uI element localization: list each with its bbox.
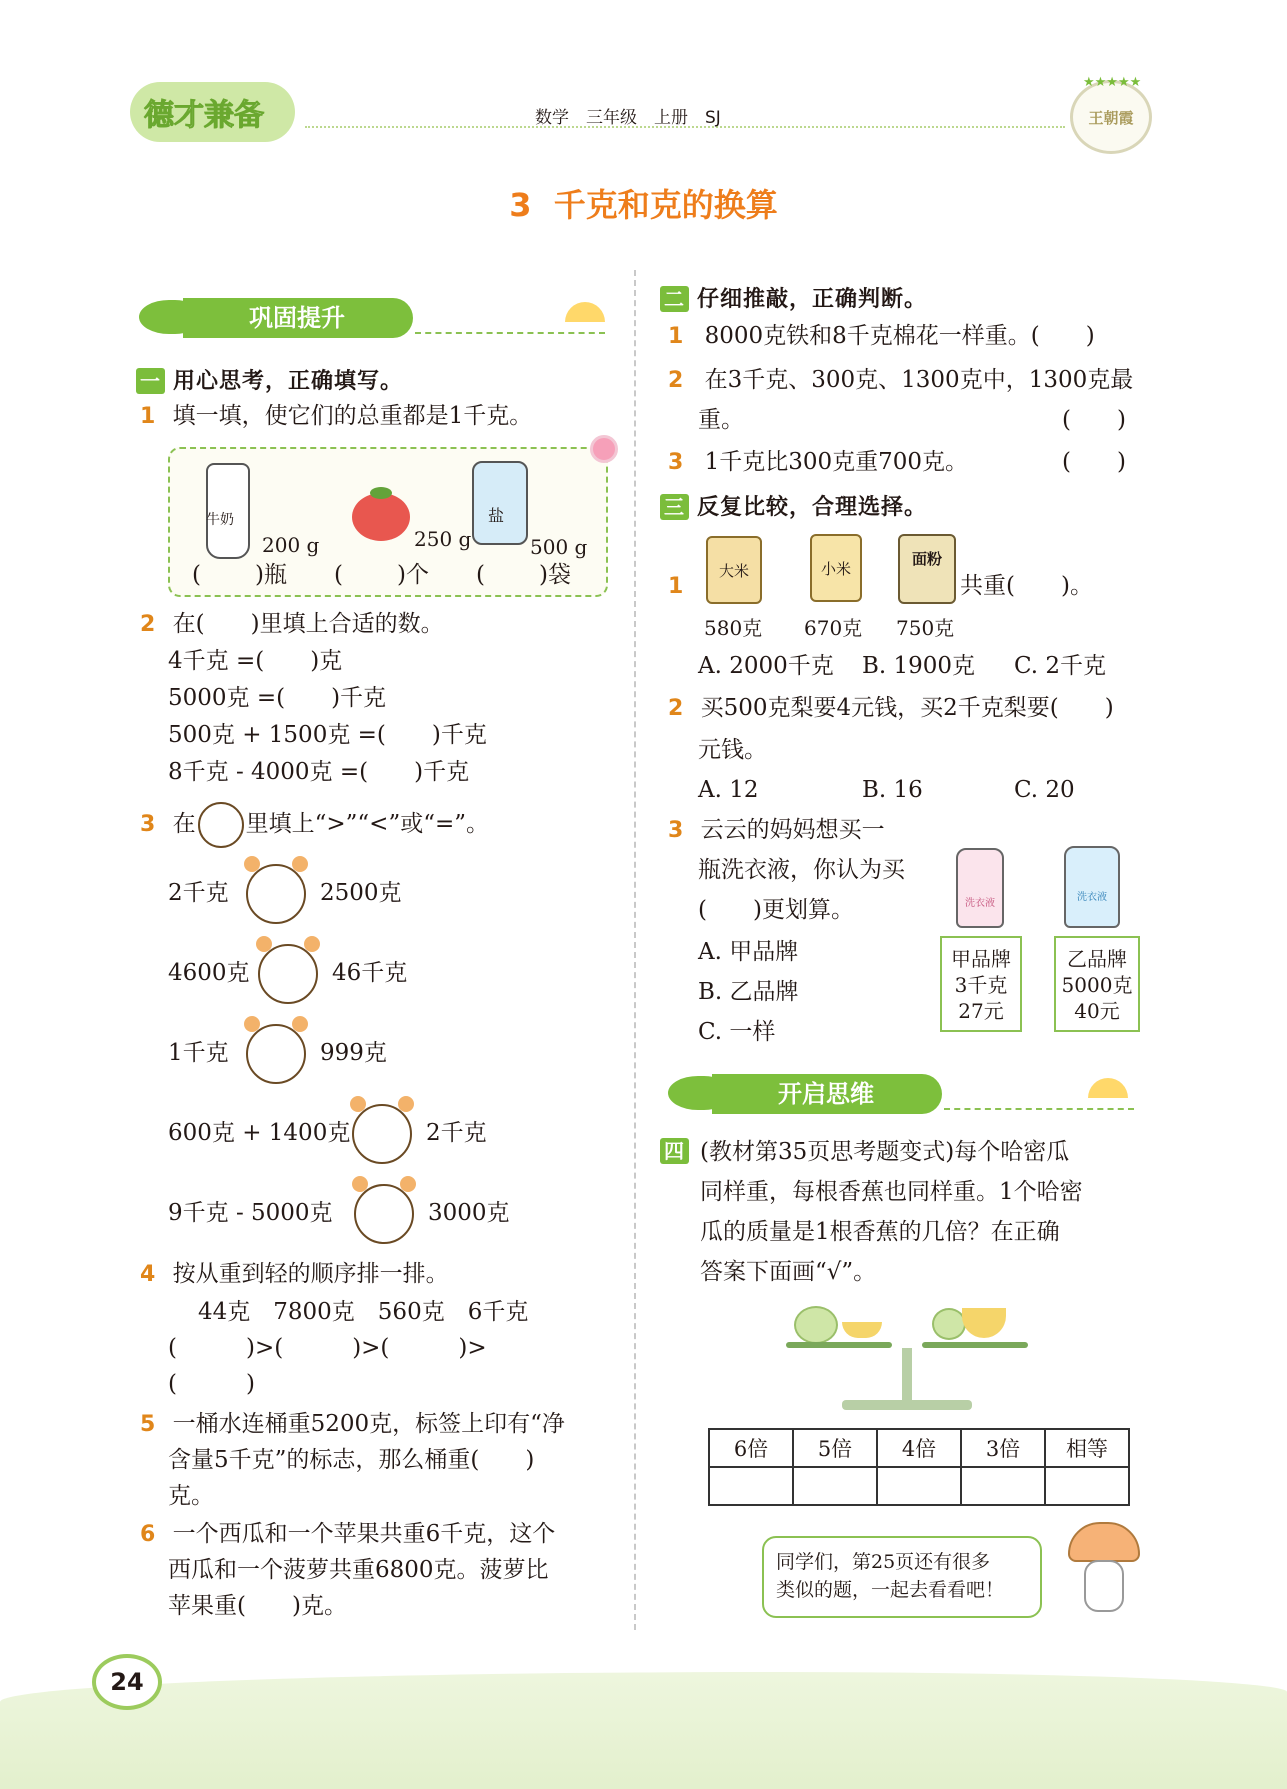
brand-b-price: 40元 (1074, 999, 1120, 1023)
millet-weight: 670克 (804, 616, 863, 640)
section4-line: 同样重，每根香蕉也同样重。1个哈密 (700, 1179, 1083, 1205)
tomato-answer[interactable] (334, 557, 429, 593)
judge-line: 重。 (698, 407, 744, 433)
salt-unit: )袋 (538, 562, 571, 588)
section3-tag: 三 (660, 494, 689, 520)
compare-right: 46千克 (332, 960, 408, 986)
header (130, 70, 1170, 150)
option[interactable]: A. 甲品牌 (698, 939, 799, 965)
q5-line: 一桶水连桶重5200克，标签上印有“净 (172, 1411, 565, 1437)
salt-answer-open: ( (476, 562, 485, 588)
millet-bag-icon (810, 534, 862, 602)
section2-heading (660, 282, 927, 313)
detergent-bottle-icon (956, 848, 1004, 928)
subject-line: 数学 三年级 上册 SJ (535, 108, 721, 128)
q2-line[interactable]: 5000克 =( )千克 (168, 685, 387, 711)
compare-right: 2500克 (320, 880, 402, 906)
detergent-a-label: 洗衣液 (965, 898, 995, 909)
logo-stars: ★★★★★ (1083, 75, 1142, 90)
section4-tag-wrap (660, 1138, 697, 1164)
brand-b-name: 乙品牌 (1067, 947, 1127, 971)
logo-text: 王朝霞 (1088, 109, 1134, 127)
small-circle-icon (198, 802, 244, 848)
brand-a-price: 27元 (958, 999, 1004, 1023)
choice-number: 3 (668, 818, 684, 843)
q4-text: 按从重到轻的顺序排一排。 (172, 1261, 449, 1287)
q6-number: 6 (140, 1522, 156, 1547)
q2-line[interactable]: 500克 + 1500克 =( )千克 (168, 722, 487, 748)
brand-a-card (940, 936, 1022, 1032)
banner-label: 巩固提升 (183, 298, 413, 338)
rice-bag-icon (706, 536, 762, 604)
judge-number: 1 (668, 324, 684, 349)
choice-number: 1 (668, 574, 684, 599)
rice-bag-label: 大米 (718, 562, 749, 580)
brand-a-name: 甲品牌 (951, 947, 1011, 971)
banner-label: 开启思维 (712, 1074, 942, 1114)
q1-text: 填一填，使它们的总重都是1千克。 (172, 403, 533, 429)
choice-number: 2 (668, 696, 684, 721)
compare-circle[interactable] (258, 944, 318, 1004)
hamster-ears-icon (244, 856, 308, 872)
flour-weight: 750克 (896, 616, 955, 640)
q3 (140, 802, 489, 848)
compare-left: 600克 + 1400克 (168, 1120, 351, 1146)
judge-item (668, 444, 968, 481)
footer-wave (0, 1672, 1287, 1789)
judge-number: 3 (668, 450, 684, 475)
q5-line[interactable]: 含量5千克”的标志，那么桶重( ) (168, 1447, 535, 1473)
tomato-answer-open: ( (334, 562, 343, 588)
judge-item (668, 362, 1133, 399)
flour-bag-label: 面粉 (911, 550, 942, 568)
milk-unit: )瓶 (254, 562, 287, 588)
choice3-line: 瓶洗衣液，你认为买 (698, 857, 905, 883)
compare-circle[interactable] (352, 1104, 412, 1164)
option[interactable]: C. 一样 (698, 1019, 776, 1045)
banner-consolidate (135, 292, 613, 342)
detergent-b-label: 洗衣液 (1077, 892, 1107, 903)
answer-cell[interactable] (877, 1467, 961, 1505)
section4-line: 答案下面画“√”。 (700, 1259, 877, 1285)
q5 (140, 1406, 565, 1443)
bubble-line: 同学们，第25页还有很多 (776, 1551, 991, 1573)
salt-weight: 500 g (530, 535, 588, 559)
q4 (140, 1256, 449, 1293)
option[interactable]: A. 12 (698, 777, 759, 803)
option[interactable]: B. 16 (862, 777, 923, 803)
choice3-line: 云云的妈妈想买一 (700, 817, 885, 843)
judge-item[interactable] (668, 318, 1095, 355)
tomato-unit: )个 (396, 562, 429, 588)
compare-left: 2千克 (168, 880, 229, 906)
hamster-ears-icon (244, 1016, 308, 1032)
tomato-icon (352, 493, 410, 541)
flower-icon (590, 435, 618, 463)
choice3 (668, 812, 885, 849)
sun-icon (565, 302, 605, 342)
banana-icon (842, 1322, 882, 1338)
section4-line: 瓜的质量是1根香蕉的几倍？在正确 (700, 1219, 1060, 1245)
banana-icon (962, 1308, 1006, 1338)
table-header-cell: 4倍 (877, 1429, 961, 1467)
section1-heading (136, 364, 403, 395)
detergent-bottle-icon (1064, 846, 1120, 928)
milk-weight: 200 g (262, 533, 320, 557)
choice2-line[interactable]: 买500克梨要4元钱，买2千克梨要( ) (700, 695, 1114, 721)
section1-tag: 一 (136, 368, 165, 394)
hamster-ears-icon (256, 936, 320, 952)
q1-number: 1 (140, 404, 156, 429)
q2 (140, 606, 444, 643)
answer-cell[interactable] (709, 1467, 793, 1505)
q6-line: 西瓜和一个菠萝共重6800克。菠萝比 (168, 1557, 549, 1583)
section4-tag: 四 (660, 1138, 689, 1164)
flour-bag-icon (898, 534, 956, 604)
q1-box (168, 447, 608, 597)
choice3-line[interactable]: ( )更划算。 (698, 897, 854, 923)
answer-table (708, 1428, 1130, 1506)
section2-tag: 二 (660, 286, 689, 312)
brand-b-card (1054, 936, 1140, 1032)
melon-icon (794, 1306, 838, 1344)
q5-line: 克。 (168, 1483, 214, 1509)
column-divider (634, 270, 636, 1630)
millet-bag-label: 小米 (820, 560, 851, 578)
salt-label: 盐 (488, 506, 505, 525)
hamster-ears-icon (352, 1176, 416, 1192)
melon-icon (932, 1308, 966, 1340)
judge-paren[interactable]: ( ) (1062, 449, 1126, 475)
q6 (140, 1516, 555, 1553)
brand-b-weight: 5000克 (1061, 973, 1133, 997)
section3-heading (660, 490, 927, 521)
brand-label: 德才兼备 (144, 98, 264, 133)
table-header-cell: 3倍 (961, 1429, 1045, 1467)
section1-title: 用心思考，正确填写。 (173, 369, 404, 394)
section2-title: 仔细推敲，正确判断。 (697, 287, 928, 312)
q4-values: 44克 7800克 560克 6千克 (198, 1299, 529, 1325)
compare-right: 999克 (320, 1040, 387, 1066)
banner-thinking (664, 1068, 1142, 1118)
page-number-badge (92, 1654, 162, 1710)
left-pan (786, 1342, 892, 1348)
compare-right: 2千克 (426, 1120, 487, 1146)
option[interactable]: C. 2千克 (1014, 653, 1107, 679)
option[interactable]: C. 20 (1014, 777, 1075, 803)
bubble-line: 类似的题，一起去看看吧！ (776, 1579, 1005, 1601)
scale-post (902, 1348, 912, 1404)
tomato-stem-icon (370, 487, 392, 499)
judge-line: 8000克铁和8千克棉花一样重。( ) (704, 323, 1095, 349)
tomato-weight: 250 g (414, 527, 472, 551)
scale-base (842, 1400, 972, 1410)
milk-label: 牛奶 (206, 512, 234, 528)
judge-line: 1千克比300克重700克。 (704, 449, 969, 475)
q5-number: 5 (140, 1412, 156, 1437)
q3-text-pre: 在 (172, 811, 196, 837)
q3-number: 3 (140, 812, 156, 837)
compare-right: 3000克 (428, 1200, 510, 1226)
brand-a-weight: 3千克 (954, 973, 1008, 997)
q2-line[interactable]: 8千克 - 4000克 =( )千克 (168, 759, 470, 785)
q2-line[interactable]: 4千克 =( )克 (168, 648, 343, 674)
option[interactable]: B. 乙品牌 (698, 979, 799, 1005)
q6-line[interactable]: 苹果重( )克。 (168, 1593, 347, 1619)
page-number: 24 (110, 1668, 144, 1696)
salt-answer[interactable] (476, 557, 571, 593)
milk-bottle-icon (206, 463, 250, 559)
option[interactable]: B. 1900克 (862, 653, 976, 679)
q2-text: 在( )里填上合适的数。 (172, 611, 444, 637)
table-answer-row (709, 1467, 1129, 1505)
option[interactable]: A. 2000千克 (698, 653, 834, 679)
choice2-line: 元钱。 (698, 737, 767, 763)
table-header-cell: 6倍 (709, 1429, 793, 1467)
salt-bag-icon (472, 461, 528, 545)
section4-line: (教材第35页思考题变式)每个哈密瓜 (700, 1139, 1070, 1165)
compare-left: 4600克 (168, 960, 250, 986)
hamster-ears-icon (350, 1096, 414, 1112)
answer-cell[interactable] (793, 1467, 877, 1505)
answer-cell[interactable] (961, 1467, 1045, 1505)
compare-circle[interactable] (246, 1024, 306, 1084)
sun-icon (1088, 1078, 1128, 1118)
table-header-cell: 相等 (1045, 1429, 1129, 1467)
milk-answer[interactable] (192, 557, 287, 593)
table-header-cell: 5倍 (793, 1429, 877, 1467)
rice-weight: 580克 (704, 616, 763, 640)
judge-paren[interactable]: ( ) (1062, 407, 1126, 433)
judge-line: 在3千克、300克、1300克中，1300克最 (704, 367, 1134, 393)
choice1-tail[interactable]: 共重( )。 (960, 573, 1093, 599)
q4-order-line[interactable]: ( )>( )>( )> (168, 1335, 487, 1361)
q1 (140, 398, 532, 435)
q3-text-post: 里填上“>”“<”或“=”。 (245, 811, 489, 837)
speech-bubble (762, 1536, 1042, 1618)
balance-scale-icon (786, 1300, 1150, 1420)
publisher-logo (1070, 75, 1152, 154)
compare-left: 9千克 - 5000克 (168, 1200, 333, 1226)
answer-cell[interactable] (1045, 1467, 1129, 1505)
q4-number: 4 (140, 1262, 156, 1287)
compare-circle[interactable] (246, 864, 306, 924)
lesson-title: 3 千克和克的换算 (509, 186, 778, 224)
mushroom-mascot-icon (1064, 1522, 1144, 1622)
judge-number: 2 (668, 368, 684, 393)
milk-answer-open: ( (192, 562, 201, 588)
compare-circle[interactable] (354, 1184, 414, 1244)
table-header-row (709, 1429, 1129, 1467)
q6-line: 一个西瓜和一个苹果共重6千克，这个 (172, 1521, 556, 1547)
compare-left: 1千克 (168, 1040, 229, 1066)
q2-number: 2 (140, 612, 156, 637)
right-pan (922, 1342, 1028, 1348)
choice2 (668, 690, 1114, 727)
section3-title: 反复比较，合理选择。 (697, 495, 928, 520)
q4-order-line[interactable]: ( ) (168, 1371, 255, 1397)
